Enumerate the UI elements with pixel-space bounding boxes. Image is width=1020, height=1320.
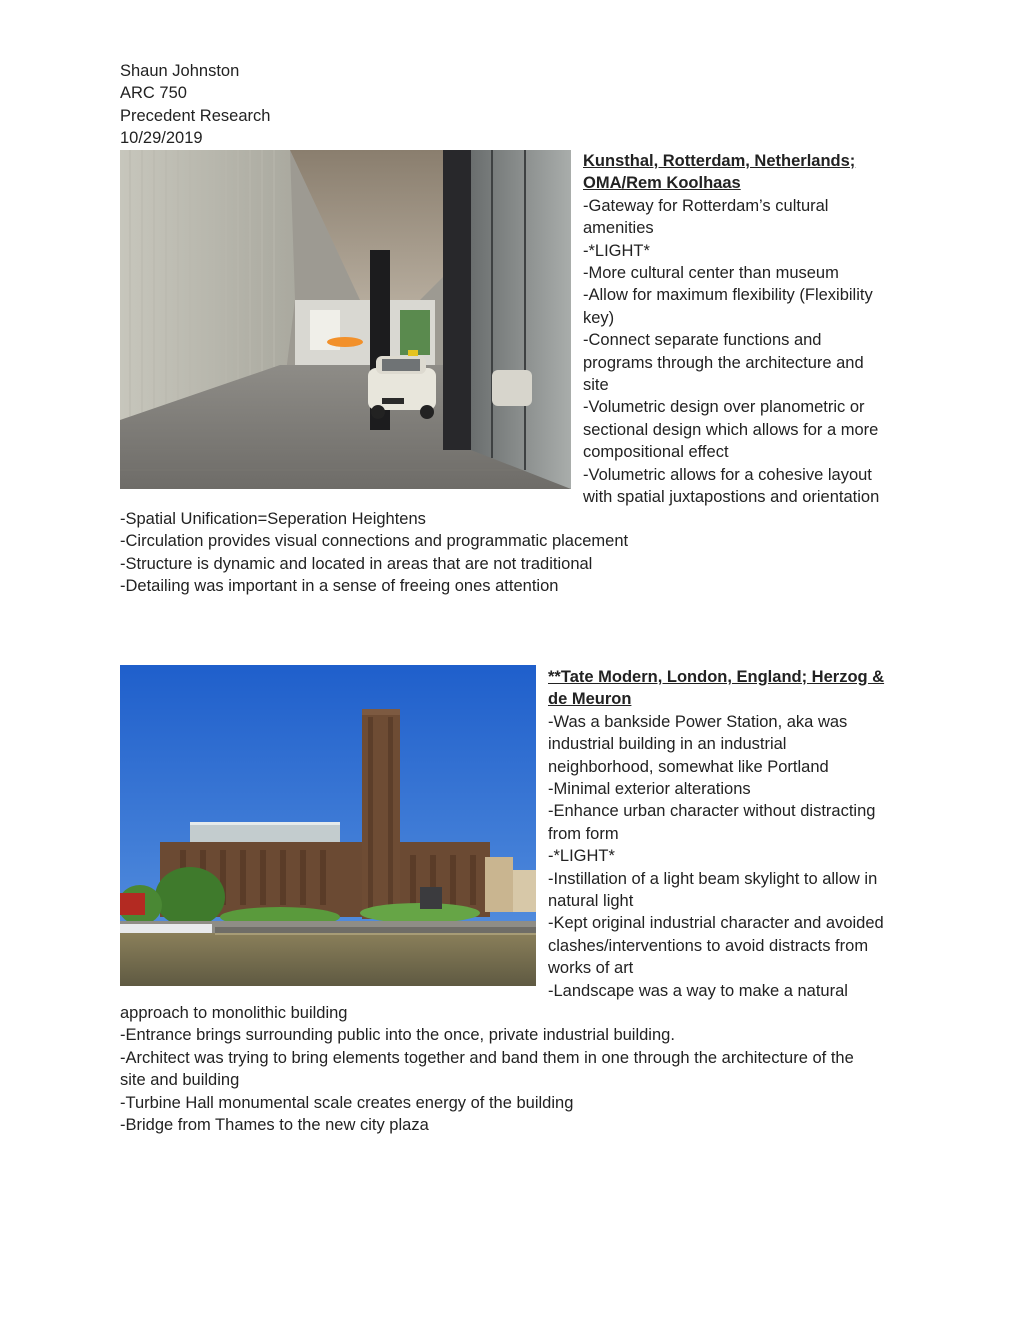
tate-note-line: -Architect was trying to bring elements together and band them in one through the architecture of the [120, 1048, 854, 1067]
kunsthal-note-line: sectional design which allows for a more [583, 420, 879, 439]
document-subject: Precedent Research [120, 106, 271, 125]
document-header [120, 60, 270, 150]
kunsthal-note-line: -Circulation provides visual connections and programmatic placement [120, 532, 629, 551]
kunsthal-photo [120, 150, 571, 489]
kunsthal-note-line: -Allow for maximum flexibility (Flexibility [583, 286, 873, 305]
kunsthal-note-line: -Spatial Unification=Seperation Heightens [120, 510, 426, 528]
kunsthal-note-line: key) [583, 308, 615, 327]
kunsthal-note-line: with spatial juxtapostions and orientation [583, 488, 880, 507]
kunsthal-heading: Kunsthal, Rotterdam, Netherlands; [583, 152, 856, 170]
tate-note-line: -Instillation of a light beam skylight to allow in [548, 869, 878, 888]
kunsthal-notes-full [120, 508, 628, 598]
author-name: Shaun Johnston [120, 62, 240, 80]
kunsthal-note-line: -Volumetric design over planometric or [583, 398, 865, 417]
tate-note-line: works of art [548, 959, 634, 978]
kunsthal-note-line: site [583, 376, 609, 395]
tate-note-line: -Minimal exterior alterations [548, 780, 751, 799]
tate-note-line: -Kept original industrial character and avoided [548, 914, 884, 933]
tate-note-line: site and building [120, 1071, 240, 1090]
tate-heading: de Meuron [548, 690, 632, 709]
tate-note-line: -Entrance brings surrounding public into the once, private industrial building. [120, 1026, 675, 1045]
kunsthal-note-line: -Detailing was important in a sense of freeing ones attention [120, 577, 559, 596]
tate-notes-full [120, 1002, 854, 1136]
tate-note-line: from form [548, 824, 619, 843]
course-code: ARC 750 [120, 84, 187, 103]
kunsthal-note-line: -*LIGHT* [583, 241, 650, 260]
kunsthal-note-line: compositional effect [583, 443, 729, 462]
kunsthal-note-line: -Gateway for Rotterdam’s cultural [583, 196, 829, 215]
tate-note-line: -Was a bankside Power Station, aka was [548, 712, 848, 731]
tate-note-line: approach to monolithic building [120, 1004, 348, 1022]
kunsthal-note-line: programs through the architecture and [583, 353, 864, 372]
kunsthal-note-line: -Volumetric allows for a cohesive layout [583, 465, 872, 484]
kunsthal-heading: OMA/Rem Koolhaas [583, 174, 741, 193]
tate-note-line: -Enhance urban character without distracting [548, 802, 876, 821]
tate-notes-column [548, 666, 884, 1002]
kunsthal-note-line: amenities [583, 219, 654, 238]
tate-note-line: -Bridge from Thames to the new city plaza [120, 1116, 429, 1135]
tate-note-line: natural light [548, 892, 634, 911]
tate-note-line: clashes/interventions to avoid distracts from [548, 936, 869, 955]
tate-note-line: -Landscape was a way to make a natural [548, 981, 848, 1000]
tate-note-line: -Turbine Hall monumental scale creates energy of the building [120, 1093, 574, 1112]
tate-note-line: -*LIGHT* [548, 847, 615, 866]
tate-modern-photo [120, 665, 536, 986]
tate-heading: **Tate Modern, London, England; Herzog & [548, 668, 885, 686]
kunsthal-note-line: -Structure is dynamic and located in areas that are not traditional [120, 554, 593, 573]
tate-note-line: neighborhood, somewhat like Portland [548, 757, 829, 776]
document-date: 10/29/2019 [120, 129, 203, 148]
tate-note-line: industrial building in an industrial [548, 735, 787, 754]
kunsthal-note-line: -Connect separate functions and [583, 331, 822, 350]
kunsthal-notes-column [583, 150, 879, 509]
kunsthal-note-line: -More cultural center than museum [583, 264, 839, 283]
